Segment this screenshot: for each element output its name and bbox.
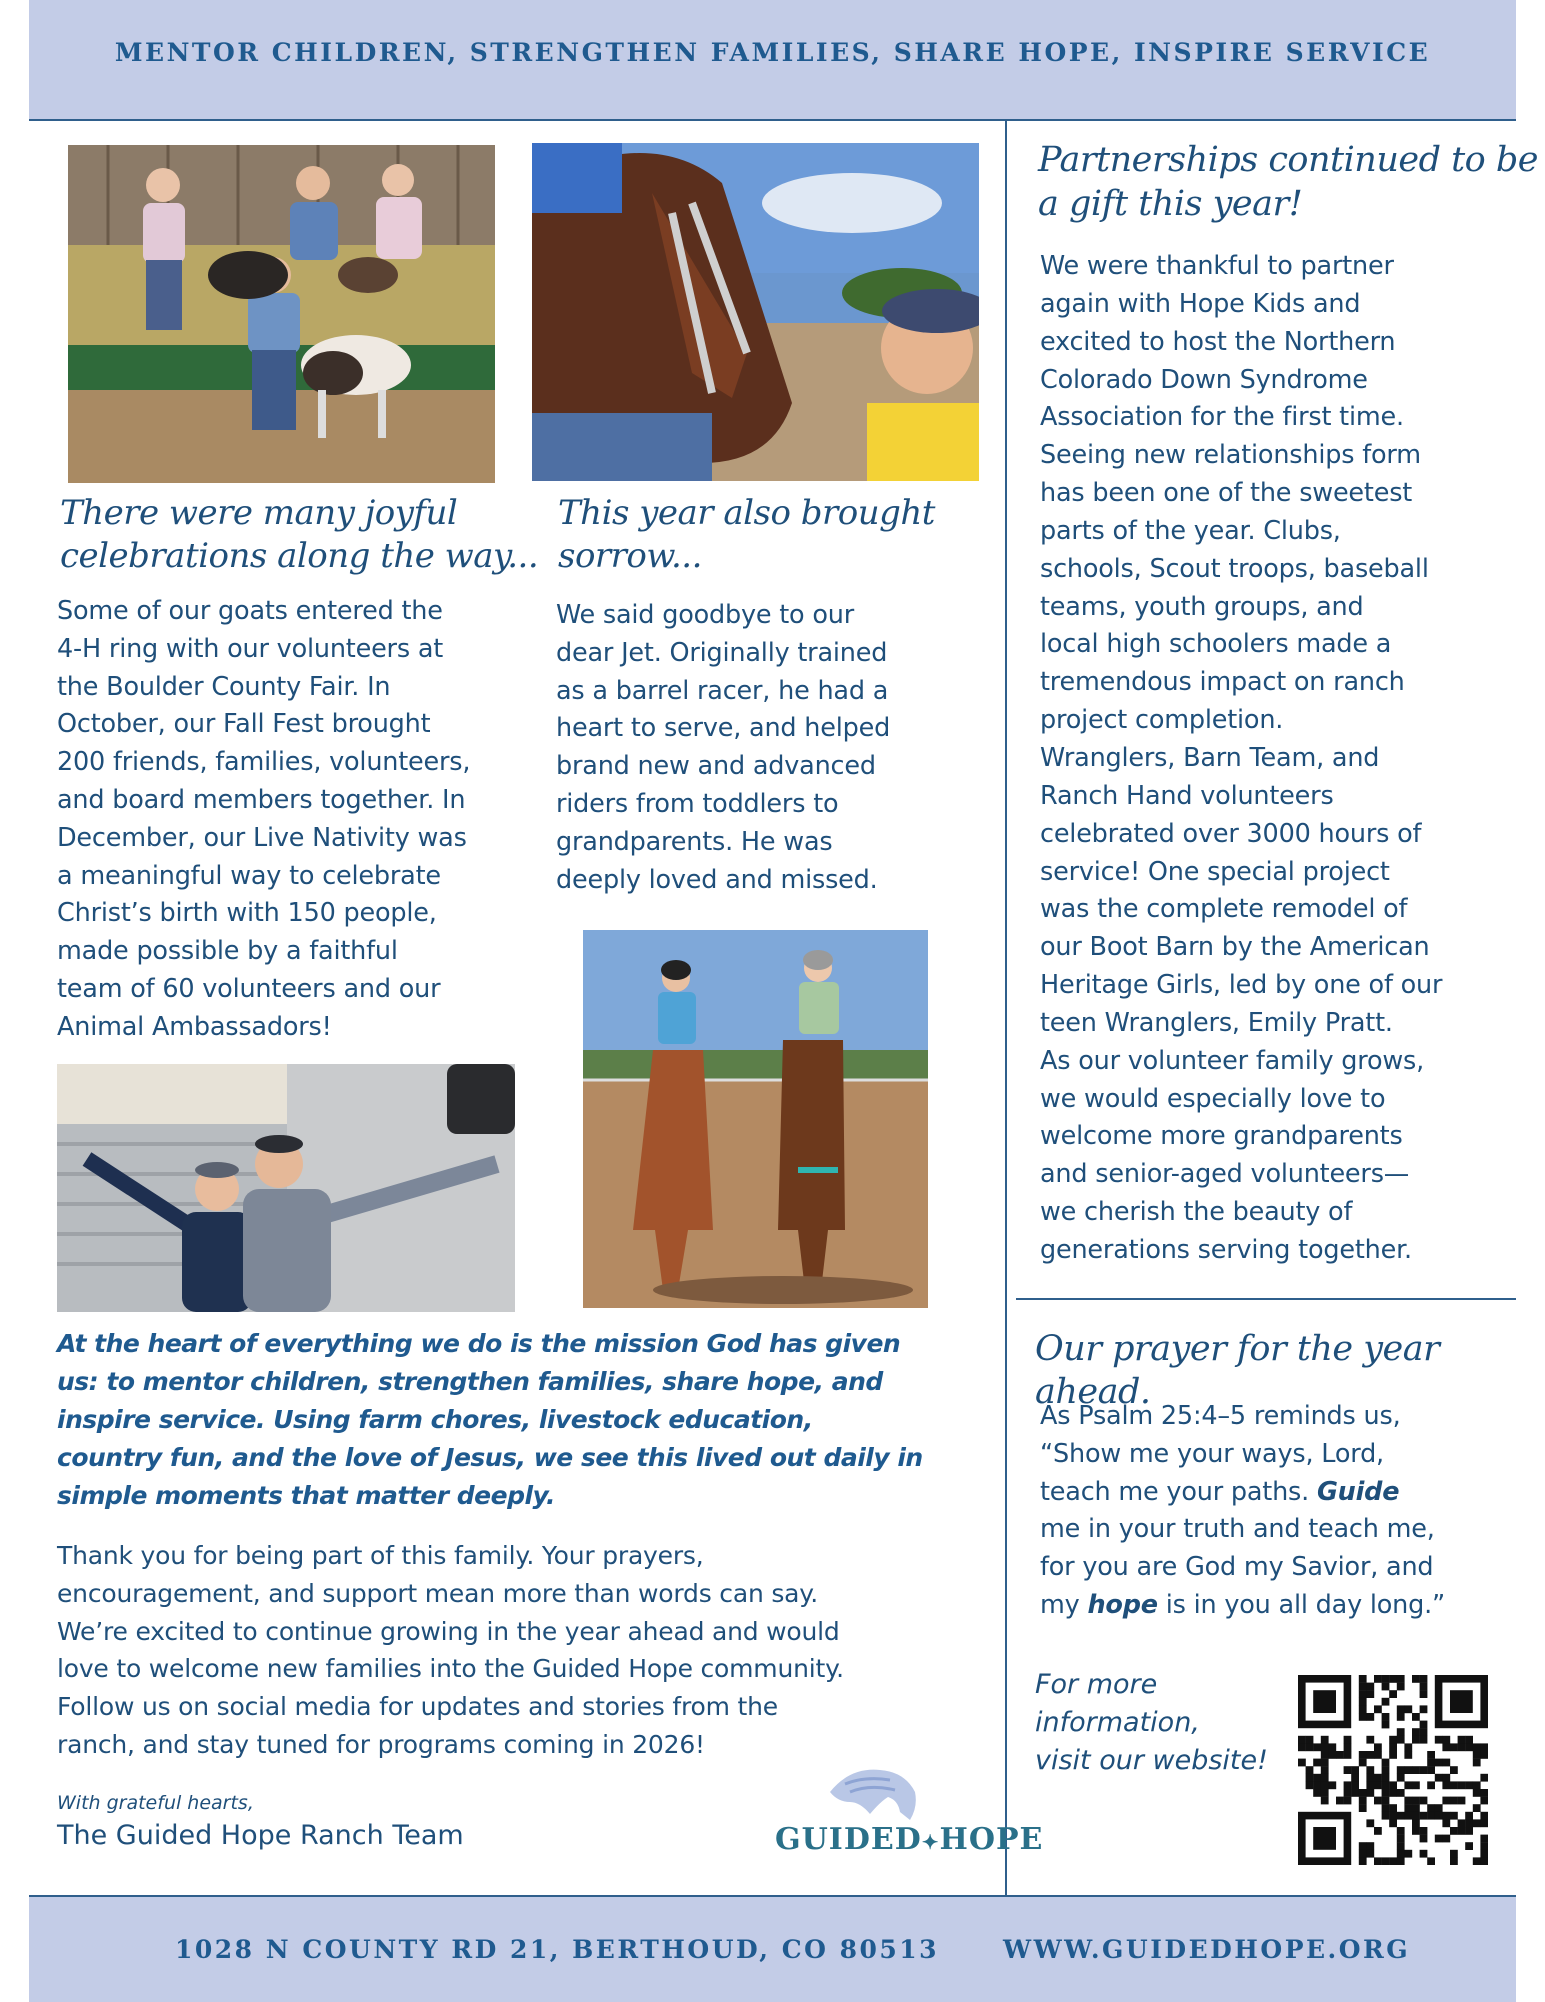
text-line: has been one of the sweetest — [1040, 478, 1413, 509]
partnerships-heading-line: Partnerships continued to be — [1038, 140, 1538, 180]
mission-statement — [57, 1325, 923, 1515]
thank-you-text — [57, 1537, 844, 1764]
text-line: Wranglers, Barn Team, and — [1040, 742, 1380, 773]
photo-kids-with-goats — [68, 145, 495, 483]
text-line: and board members together. In — [57, 784, 466, 815]
prayer-heading: Our prayer for the year ahead. — [1035, 1329, 1440, 1412]
text-line: inspire service. Using farm chores, livestock education, — [57, 1405, 813, 1434]
column-divider — [1005, 121, 1007, 1895]
photo-horse-and-woman — [532, 143, 979, 481]
text-line: October, our Fall Fest brought — [57, 709, 431, 740]
emphasis-hope: hope — [1087, 1589, 1158, 1620]
text-line: teen Wranglers, Emily Pratt. — [1040, 1007, 1393, 1038]
text-line: our Boot Barn by the American — [1040, 932, 1430, 963]
celebrations-heading-line: celebrations along the way... — [60, 536, 539, 576]
partnerships-text — [1040, 248, 1442, 1270]
text-line: Heritage Girls, led by one of our — [1040, 970, 1443, 1001]
text-line: ranch, and stay tuned for programs coming in 2026! — [57, 1729, 705, 1759]
text-line: Some of our goats entered the — [57, 596, 443, 626]
text-line: love to welcome new families into the Guided Hope community. — [57, 1654, 844, 1684]
partnerships-heading-line: a gift this year! — [1038, 184, 1303, 224]
text-line: We were thankful to partner — [1040, 251, 1394, 281]
text-line: generations serving together. — [1040, 1234, 1412, 1265]
text-line: dear Jet. Originally trained — [556, 637, 888, 668]
text-line: parts of the year. Clubs, — [1040, 515, 1341, 546]
sorrow-heading-line: sorrow... — [558, 536, 702, 576]
partnerships-heading — [1038, 138, 1538, 226]
text-line: welcome more grandparents — [1040, 1121, 1403, 1152]
text-line: We’re excited to continue growing in the year ahead and would — [57, 1616, 840, 1646]
logo-word-hope: HOPE — [939, 1822, 1044, 1857]
text-line: Association for the first time. — [1040, 402, 1404, 433]
text-line: Animal Ambassadors! — [57, 1011, 332, 1042]
photo-couple-cheering — [57, 1064, 515, 1312]
text-line: country fun, and the love of Jesus, we see this lived out daily in — [57, 1443, 923, 1472]
header-banner — [29, 0, 1516, 121]
text-line: As our volunteer family grows, — [1040, 1045, 1425, 1076]
footer-address: 1028 N COUNTY RD 21, BERTHOUD, CO 80513 — [175, 1935, 940, 1964]
signoff-greeting: With grateful hearts, — [57, 1792, 254, 1814]
text-line: At the heart of everything we do is the mission God has given — [57, 1329, 901, 1358]
text-line: Ranch Hand volunteers — [1040, 780, 1334, 811]
text-line: service! One special project — [1040, 856, 1390, 887]
text-line: for you are God my Savior, and — [1040, 1552, 1434, 1583]
more-info-text — [1035, 1666, 1268, 1780]
text-line: teams, youth groups, and — [1040, 591, 1364, 622]
text-line: grandparents. He was — [556, 826, 833, 857]
footer-banner — [29, 1895, 1516, 2002]
text-line: information, — [1035, 1707, 1200, 1738]
logo-word-guided: GUIDED — [775, 1822, 922, 1857]
text-line: schools, Scout troops, baseball — [1040, 553, 1429, 584]
text-line — [1040, 1587, 1445, 1625]
text-line: as a barrel racer, he had a — [556, 675, 889, 706]
text-line: we cherish the beauty of — [1040, 1197, 1353, 1228]
celebrations-text — [57, 593, 470, 1047]
text-line: Colorado Down Syndrome — [1040, 364, 1368, 395]
horse-head-logo-icon — [820, 1762, 930, 1824]
section-divider — [1016, 1298, 1516, 1300]
text-line: made possible by a faithful — [57, 936, 398, 967]
text-line: the Boulder County Fair. In — [57, 671, 391, 702]
tagline: MENTOR CHILDREN, STRENGTHEN FAMILIES, SHARE HOPE, INSPIRE SERVICE — [114, 38, 1431, 67]
text-line: and senior-aged volunteers— — [1040, 1159, 1410, 1190]
text-fragment: my — [1040, 1589, 1088, 1620]
text-line: we would especially love to — [1040, 1083, 1386, 1114]
qr-code-icon[interactable] — [1298, 1675, 1488, 1865]
text-line: For more — [1035, 1669, 1158, 1700]
signoff-name: The Guided Hope Ranch Team — [57, 1820, 464, 1851]
text-line: Seeing new relationships form — [1040, 440, 1421, 471]
text-line: celebrated over 3000 hours of — [1040, 818, 1422, 849]
logo-wordmark — [775, 1822, 1043, 1857]
text-line: We said goodbye to our — [556, 600, 855, 630]
text-line: “Show me your ways, Lord, — [1040, 1438, 1384, 1469]
sorrow-heading — [558, 492, 935, 578]
text-line: heart to serve, and helped — [556, 713, 891, 744]
celebrations-heading — [60, 492, 538, 578]
text-line: excited to host the Northern — [1040, 326, 1396, 357]
text-line: was the complete remodel of — [1040, 894, 1408, 925]
text-line: again with Hope Kids and — [1040, 288, 1361, 319]
text-fragment: is in you all day long.” — [1157, 1589, 1446, 1620]
text-line: 4-H ring with our volunteers at — [57, 633, 444, 664]
text-line — [1040, 1474, 1445, 1512]
text-line: tremendous impact on ranch — [1040, 667, 1405, 698]
text-line: local high schoolers made a — [1040, 629, 1392, 660]
text-line: deeply loved and missed. — [556, 864, 878, 895]
text-line: riders from toddlers to — [556, 788, 839, 819]
text-line: December, our Live Nativity was — [57, 822, 467, 853]
text-line: a meaningful way to celebrate — [57, 860, 441, 891]
text-line: Follow us on social media for updates and stories from the — [57, 1692, 778, 1722]
text-line: visit our website! — [1035, 1745, 1268, 1776]
text-line: us: to mentor children, strengthen families, share hope, and — [57, 1367, 883, 1396]
text-line: Thank you for being part of this family. Your prayers, — [57, 1541, 704, 1570]
text-line: 200 friends, families, volunteers, — [57, 747, 471, 778]
text-line: encouragement, and support mean more than words can say. — [57, 1578, 819, 1608]
text-line: Christ’s birth with 150 people, — [57, 898, 437, 929]
text-line: simple moments that matter deeply. — [57, 1481, 556, 1510]
text-line: team of 60 volunteers and our — [57, 973, 441, 1004]
footer-website-link[interactable]: WWW.GUIDEDHOPE.ORG — [1003, 1935, 1411, 1964]
celebrations-heading-line: There were many joyful — [60, 493, 458, 533]
star-icon: ✦ — [921, 1830, 940, 1854]
text-line: brand new and advanced — [556, 751, 876, 782]
text-line: project completion. — [1040, 705, 1284, 736]
photo-two-riders — [583, 930, 928, 1308]
text-line: As Psalm 25:4–5 reminds us, — [1040, 1401, 1401, 1431]
sorrow-heading-line: This year also brought — [558, 493, 935, 533]
psalm-text — [1040, 1398, 1445, 1625]
emphasis-guide: Guide — [1316, 1476, 1400, 1507]
text-line: me in your truth and teach me, — [1040, 1514, 1435, 1545]
text-fragment: teach me your paths. — [1040, 1476, 1317, 1507]
sorrow-text — [556, 597, 890, 899]
